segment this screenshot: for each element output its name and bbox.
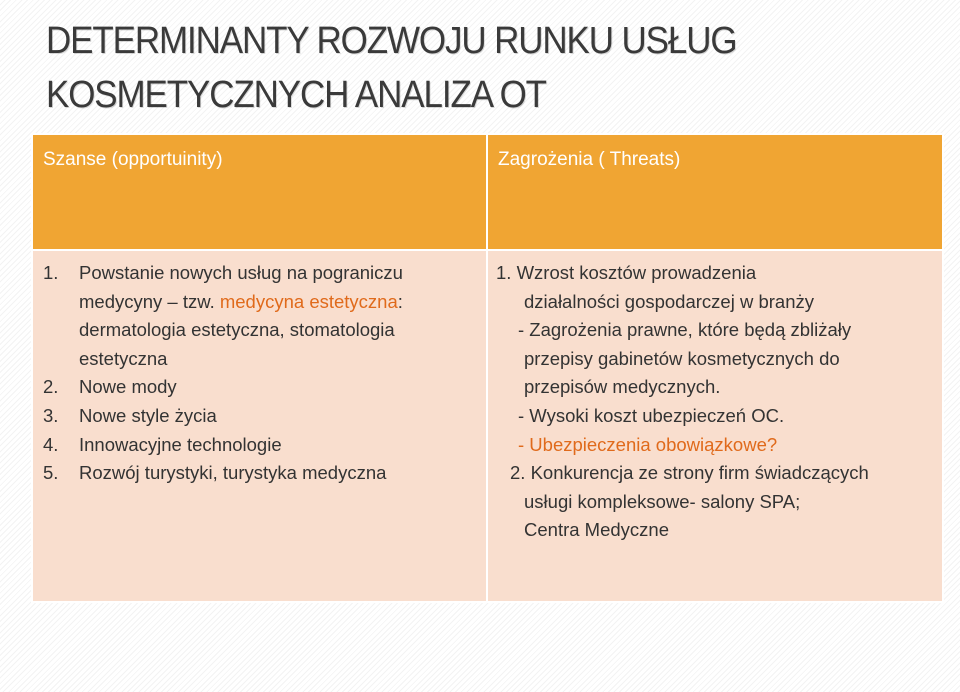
threat-line: przepisy gabinetów kosmetycznych do	[524, 347, 840, 369]
list-item	[43, 402, 486, 431]
list-item-number: 3.	[43, 404, 59, 426]
threat-line: Centra Medyczne	[524, 519, 669, 541]
threat-line: - Wysoki koszt ubezpieczeń OC.	[518, 404, 785, 426]
list-item-number: 4.	[43, 433, 59, 455]
threat-line: 2. Konkurencja ze strony firm świadczących	[510, 462, 869, 484]
table-body-row	[32, 250, 943, 602]
list-item-number: 5.	[43, 462, 59, 484]
list-item-text: Rozwój turystyki, turystyka medyczna	[79, 462, 387, 484]
threats-list	[488, 251, 942, 545]
list-item-accent-text: medycyna estetyczna	[219, 290, 398, 312]
slide-title-line-1: DETERMINANTY ROZWOJU RUNKU USŁUG	[46, 20, 737, 62]
list-item	[43, 373, 486, 402]
list-item-number: 1.	[43, 262, 59, 283]
list-item	[43, 431, 486, 460]
opportunities-header	[32, 134, 487, 250]
opportunities-cell	[32, 250, 487, 602]
ot-analysis-table	[31, 133, 944, 603]
list-item-text: Nowe mody	[79, 376, 177, 398]
list-item-number: 2.	[43, 376, 59, 398]
threat-line: 1. Wzrost kosztów prowadzenia	[496, 262, 757, 283]
slide-title	[46, 14, 856, 122]
threats-header	[487, 134, 943, 250]
list-item	[43, 259, 486, 373]
list-item-line: dermatologia estetyczna, stomatologia	[79, 319, 395, 341]
list-item-line: medycyny – tzw.	[79, 290, 220, 312]
slide-title-line-2: KOSMETYCZNYCH ANALIZA OT	[46, 74, 546, 116]
list-item-line: estetyczna	[79, 347, 168, 369]
threat-line: działalności gospodarczej w branży	[524, 290, 814, 312]
list-item-line: :	[397, 290, 403, 312]
list-item-line: Powstanie nowych usług na pograniczu	[79, 262, 403, 283]
threat-line-accent: - Ubezpieczenia obowiązkowe?	[518, 433, 778, 455]
threats-header-label: Zagrożenia ( Threats)	[498, 149, 681, 170]
opportunities-header-label: Szanse (opportuinity)	[43, 149, 223, 170]
threats-cell	[487, 250, 943, 602]
list-item-text: Innowacyjne technologie	[79, 433, 282, 455]
threat-line: przepisów medycznych.	[524, 376, 721, 398]
opportunities-list	[33, 251, 486, 488]
list-item-text: Nowe style życia	[79, 404, 217, 426]
threat-line: usługi kompleksowe- salony SPA;	[524, 490, 801, 512]
threat-line: - Zagrożenia prawne, które będą zbliżały	[518, 319, 852, 341]
list-item	[43, 459, 486, 488]
table-header-row	[32, 134, 943, 250]
